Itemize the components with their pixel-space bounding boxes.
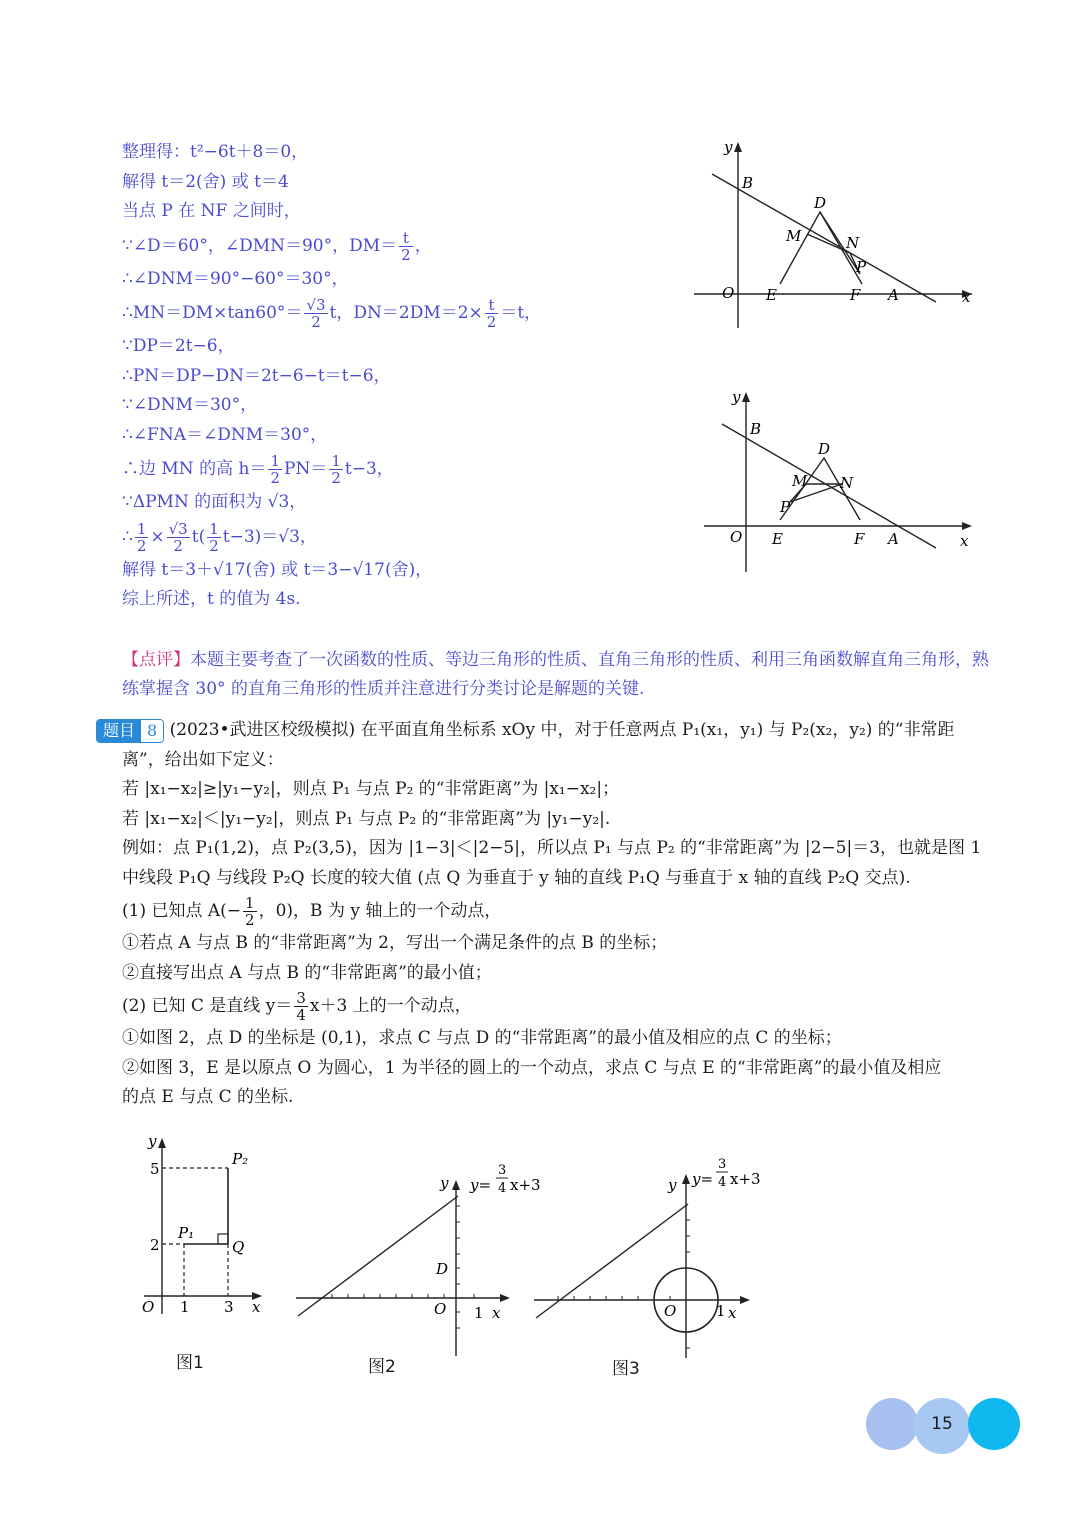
solution-line [122,450,712,488]
fraction-den: 2 [486,313,497,331]
fraction-den: 2 [209,536,219,555]
problem-line [96,716,996,746]
fraction-num: 3 [296,989,306,1007]
solution-line: 综上所述，t 的值为 4s. [122,589,301,609]
origin-label: O [730,528,743,546]
solution-line: ∴PN＝DP−DN＝2t−6−t＝t−6， [122,365,391,386]
fraction-num: 1 [209,519,219,538]
point-label: A [888,530,899,548]
text: (1) 已知点 A(− [122,901,242,921]
top-figure-1 [690,138,980,338]
point-label: P₁ [178,1224,195,1242]
problem-line: 若 |x₁−x₂|≥|y₁−y₂|，则点 P₁ 与点 P₂ 的“非常距离”为 |x₁−x₂|； [122,779,620,799]
line-eq-prefix: y= [692,1170,714,1188]
fraction-num: √3 [306,296,326,314]
fraction-den: 2 [245,911,255,929]
text: ∴MN＝DM×tan60°＝ [122,303,303,323]
fraction-den: 2 [270,469,280,487]
solution-line [122,518,712,556]
problem-line: ②直接写出点 A 与点 B 的“非常距离”的最小值； [122,962,492,983]
line-eq-num: 3 [498,1163,507,1178]
fraction [207,521,221,554]
figure-3-caption: 图3 [612,1359,640,1379]
comment-block [122,646,992,704]
page-number: 15 [931,1414,953,1434]
fraction-den: 2 [136,536,147,555]
point-label: P [856,258,867,276]
fraction-num: 1 [245,894,255,912]
problem-badge [96,719,164,743]
text: t，DN＝2DM＝2× [329,303,483,323]
fraction [135,521,149,554]
point-label: A [888,286,899,304]
fraction [243,895,257,928]
point-label: B [750,420,762,438]
fraction [304,297,327,330]
figure-3 [520,1152,780,1362]
text: t−3)＝√3， [222,526,317,547]
problem-block [96,716,996,1113]
origin-label: O [664,1302,677,1320]
fraction-num: √3 [168,519,188,538]
line-eq-num: 3 [718,1157,727,1172]
top-figure-2 [700,388,985,578]
problem-line: ①若点 A 与点 B 的“非常距离”为 2，写出一个满足条件的点 B 的坐标； [122,933,668,953]
tick-label: 2 [150,1236,160,1254]
line-eq-prefix: y= [470,1176,492,1194]
text: ∴边 MN 的高 h＝ [122,459,267,479]
tick-label: 1 [716,1302,726,1320]
figure-1 [132,1130,272,1330]
tick-label: 1 [474,1304,484,1322]
tick-label: 3 [224,1298,234,1316]
comment-text: 本题主要考查了一次函数的性质、等边三角形的性质、直角三角形的性质、利用三角函数解直角三角形，熟练掌握含 30° 的直角三角形的性质并注意进行分类讨论是解题的关键. [122,650,989,699]
problem-line: ②如图 3，E 是以原点 O 为圆心，1 为半径的圆上的一个动点，求点 C 与点 E 的“非常距离”的最小值及相应 [122,1057,942,1078]
point-label: B [742,174,754,192]
axis-x-label: x [492,1304,501,1322]
fraction-num: 1 [136,519,147,538]
text: x＋3 上的一个动点， [309,996,472,1016]
badge-number: 8 [141,720,163,742]
problem-line: 中线段 P₁Q 与线段 P₂Q 长度的较大值 (点 Q 为垂直于 y 轴的直线 P₁Q 与垂直于 x 轴的直线 P₂Q 交点). [122,867,911,888]
text: t( [191,526,206,547]
fraction [294,990,308,1023]
solution-block [122,138,712,615]
point-label: M [792,472,808,490]
solution-line [122,227,712,265]
page-number-badge [866,1398,1026,1454]
text: ＝t， [500,303,542,323]
solution-line: ∴∠DNM＝90°−60°＝30°， [122,268,349,289]
text: × [150,526,165,547]
point-label: F [854,530,865,548]
figure-1-caption: 图1 [176,1353,204,1373]
point-label: M [786,227,802,245]
axis-y-label: y [148,1132,157,1150]
line-eq-suffix: x+3 [510,1176,541,1194]
line-eq-den: 4 [718,1175,727,1190]
axis-y-label: y [732,388,741,406]
text: PN＝ [284,459,328,479]
tick-label: 1 [180,1298,190,1316]
fraction [399,230,413,263]
text: ∵∠D＝60°，∠DMN＝90°，DM＝ [122,235,398,256]
fraction [167,521,190,554]
solution-line: ∵∠DNM＝30°， [122,395,258,415]
text: ， [414,235,432,256]
figure-2 [290,1160,550,1360]
axis-x-label: x [728,1304,737,1322]
problem-line: 离”，给出如下定义： [122,749,284,770]
fraction-den: 2 [311,313,321,331]
origin-label: O [722,284,735,302]
point-label: D [814,194,827,212]
problem-line: ①如图 2，点 D 的坐标是 (0,1)，求点 C 与点 D 的“非常距离”的最小值及相应的点 C 的坐标； [122,1028,842,1048]
axis-x-label: x [252,1298,261,1316]
axis-y-label: y [724,138,733,156]
point-label: N [846,234,860,252]
solution-line: 解得 t＝3＋√17(舍) 或 t＝3−√17(舍)， [122,559,433,580]
origin-label: O [434,1300,447,1318]
text: (2) 已知 C 是直线 y＝ [122,996,293,1016]
solution-line: ∵ΔPMN 的面积为 √3， [122,492,307,512]
fraction-den: 4 [296,1006,306,1024]
solution-line: ∵DP＝2t−6， [122,336,235,356]
solution-line: 整理得：t²−6t＋8＝0， [122,142,309,162]
point-label: P [780,498,791,516]
fraction-num: t [399,230,413,247]
fraction [268,453,282,486]
decor-circle [866,1398,918,1450]
solution-line [122,294,712,332]
problem-line: 若 |x₁−x₂|＜|y₁−y₂|，则点 P₁ 与点 P₂ 的“非常距离”为 |y₁−y₂|. [122,808,611,829]
decor-circle [968,1398,1020,1450]
problem-line [96,893,996,929]
fraction [485,297,499,330]
origin-label: O [142,1298,155,1316]
text: ∴ [122,526,133,547]
axis-x-label: x [960,532,969,550]
tick-label: 5 [150,1160,160,1178]
badge-label: 题目 [97,720,141,742]
line-eq-den: 4 [498,1181,507,1196]
problem-line: 的点 E 与点 C 的坐标. [122,1087,294,1107]
point-label: D [436,1260,449,1278]
fraction [329,453,343,486]
text: t−3， [344,459,394,479]
fraction-den: 2 [331,469,341,487]
line-eq-suffix: x+3 [730,1170,761,1188]
point-label: P₂ [232,1150,249,1168]
point-label: Q [232,1238,245,1256]
axis-x-label: x [962,288,971,306]
text: ，0)，B 为 y 轴上的一个动点， [258,901,502,921]
point-label: D [818,440,831,458]
problem-line: 例如：点 P₁(1,2)，点 P₂(3,5)，因为 |1−3|＜|2−5|，所以点 P₁ 与点 P₂ 的“非常距离”为 |2−5|＝3，也就是图 1 [122,838,982,858]
fraction-num: 1 [270,452,280,470]
solution-line: 当点 P 在 NF 之间时， [122,201,301,221]
point-label: F [850,286,861,304]
text: (2023•武进区校级模拟) 在平面直角坐标系 xOy 中，对于任意两点 P₁(x₁，y₁) 与 P₂(x₂，y₂) 的“非常距 [169,720,955,740]
solution-line: 解得 t＝2(舍) 或 t＝4 [122,171,289,192]
fraction-num: 1 [331,452,341,470]
point-label: N [840,474,854,492]
solution-line: ∴∠FNA＝∠DNM＝30°， [122,424,328,445]
axis-y-label: y [440,1174,449,1192]
problem-line [96,988,996,1024]
point-label: E [772,530,783,548]
axis-y-label: y [668,1176,677,1194]
fraction-den: 2 [401,245,411,264]
point-label: E [766,286,777,304]
figure-2-caption: 图2 [368,1357,396,1377]
fraction-den: 2 [173,536,183,555]
fraction-num: t [485,297,499,314]
comment-tag: 【点评】 [122,650,190,670]
